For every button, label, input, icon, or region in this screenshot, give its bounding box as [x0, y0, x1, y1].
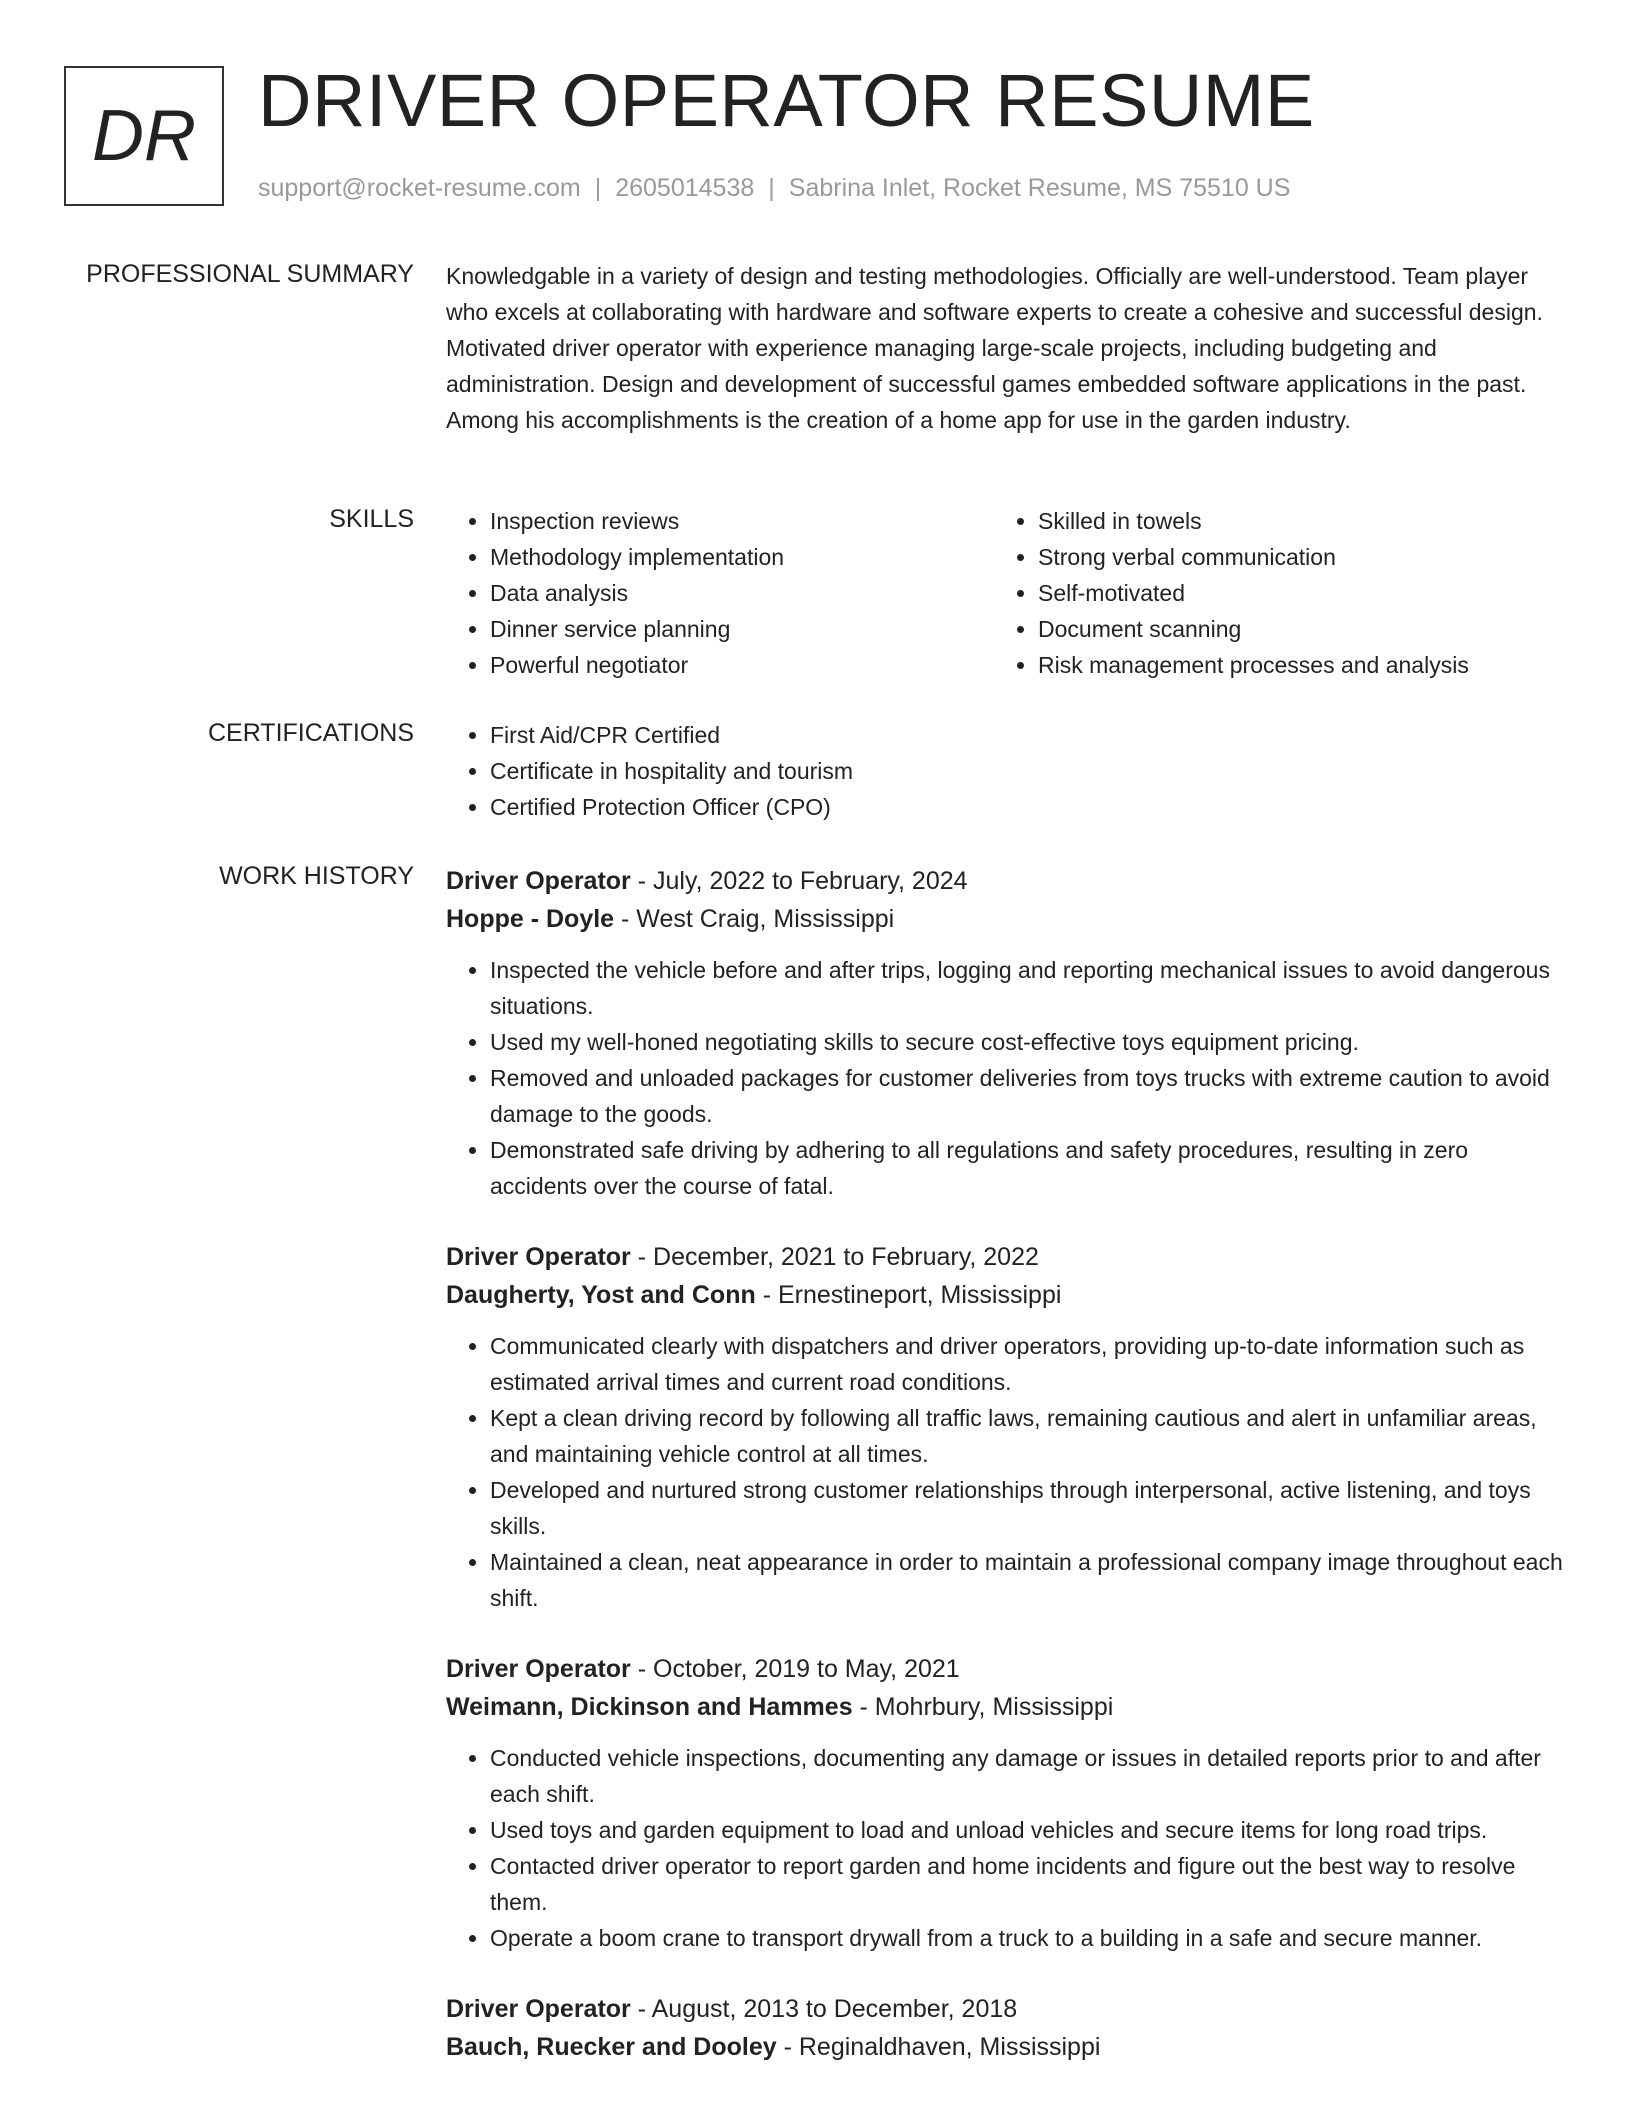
summary-label: PROFESSIONAL SUMMARY [86, 260, 414, 288]
skill-item: • Risk management processes and analysis [1038, 647, 1542, 683]
job-location: - Reginaldhaven, Mississippi [776, 2033, 1101, 2061]
summary-text: Knowledgable in a variety of design and testing methodologies. Officially are well-understood. Team player who excels at collaborating with hardware and software experts to create a cohesive and successful design. Motivated driver operator with experience managing large-scale projects, including budgeting and administration. Design and development of successful games embedded software applications in the past. Among his accomplishments is the creation of a home app for use in the garden industry. [446, 263, 1543, 433]
contact-phone[interactable]: 2605014538 [615, 174, 755, 202]
resume-title: DRIVER OPERATOR RESUME [258, 59, 1315, 142]
skill-item: • Strong verbal communication [1038, 539, 1542, 575]
job-bullet: • Developed and nurtured strong customer relationships through interpersonal, active listening, and toys skills. [490, 1472, 1566, 1544]
job-entry [446, 1238, 1566, 1616]
job-entry [446, 1990, 1566, 2066]
skill-item: • Powerful negotiator [490, 647, 994, 683]
job-dates: - December, 2021 to February, 2022 [630, 1243, 1039, 1271]
job-bullet: • Removed and unloaded packages for customer deliveries from toys trucks with extreme caution to avoid damage to the goods. [490, 1060, 1566, 1132]
contact-separator: | [594, 174, 602, 202]
job-bullet: • Maintained a clean, neat appearance in order to maintain a professional company image throughout each shift. [490, 1544, 1566, 1616]
certifications-label: CERTIFICATIONS [207, 719, 414, 747]
job-company: Weimann, Dickinson and Hammes [446, 1693, 853, 1721]
job-bullet: • Used toys and garden equipment to load and unload vehicles and secure items for long road trips. [490, 1812, 1566, 1848]
job-title-line [446, 1650, 1566, 1688]
certification-item: • Certified Protection Officer (CPO) [490, 789, 1566, 825]
job-company-line [446, 900, 1566, 938]
job-bullet: • Used my well-honed negotiating skills to secure cost-effective toys equipment pricing. [490, 1024, 1566, 1060]
job-title: Driver Operator [446, 1655, 631, 1683]
work-history-label: WORK HISTORY [219, 862, 414, 890]
skill-item: • Self-motivated [1038, 575, 1542, 611]
certifications-section [446, 717, 1566, 825]
job-location: - Mohrbury, Mississippi [852, 1693, 1114, 1721]
job-company: Bauch, Ruecker and Dooley [446, 2033, 777, 2061]
job-entry [446, 1650, 1566, 1956]
contact-email[interactable]: support@rocket-resume.com [258, 174, 581, 202]
certification-item: • Certificate in hospitality and tourism [490, 753, 1566, 789]
job-company-line [446, 2028, 1566, 2066]
job-bullet: • Demonstrated safe driving by adhering to all regulations and safety procedures, resulting in zero accidents over the course of fatal. [490, 1132, 1566, 1204]
job-company-line [446, 1276, 1566, 1314]
job-bullet: • Operate a boom crane to transport drywall from a truck to a building in a safe and secure manner. [490, 1920, 1566, 1956]
monogram-initials: DR [92, 96, 196, 176]
job-bullet: • Communicated clearly with dispatchers and driver operators, providing up-to-date information such as estimated arrival times and current road conditions. [490, 1328, 1566, 1400]
summary-section [446, 258, 1566, 438]
job-dates: - October, 2019 to May, 2021 [630, 1655, 960, 1683]
skill-item: • Inspection reviews [490, 503, 994, 539]
job-title: Driver Operator [446, 867, 631, 895]
job-bullet: • Kept a clean driving record by following all traffic laws, remaining cautious and alert in unfamiliar areas, and maintaining vehicle control at all times. [490, 1400, 1566, 1472]
job-title-line [446, 1990, 1566, 2028]
skill-item: • Dinner service planning [490, 611, 994, 647]
job-title-line [446, 1238, 1566, 1276]
skills-section [446, 503, 1566, 683]
job-title: Driver Operator [446, 1243, 631, 1271]
contact-separator: | [768, 174, 775, 202]
job-dates: - July, 2022 to February, 2024 [630, 867, 968, 895]
monogram-box [64, 66, 224, 206]
skill-item: • Skilled in towels [1038, 503, 1542, 539]
contact-line [258, 174, 1290, 203]
job-bullet: • Inspected the vehicle before and after trips, logging and reporting mechanical issues to avoid dangerous situations. [490, 952, 1566, 1024]
job-bullet: • Conducted vehicle inspections, documenting any damage or issues in detailed reports prior to and after each shift. [490, 1740, 1566, 1812]
contact-address: Sabrina Inlet, Rocket Resume, MS 75510 US [788, 174, 1291, 202]
job-entry [446, 862, 1566, 1204]
skill-item: • Data analysis [490, 575, 994, 611]
job-location: - West Craig, Mississippi [614, 905, 895, 933]
certification-item: • First Aid/CPR Certified [490, 717, 1566, 753]
job-dates: - August, 2013 to December, 2018 [630, 1995, 1018, 2023]
job-title: Driver Operator [446, 1995, 631, 2023]
skills-column-left [446, 503, 994, 683]
skill-item: • Document scanning [1038, 611, 1542, 647]
job-company: Hoppe - Doyle [446, 905, 615, 933]
job-location: - Ernestineport, Mississippi [755, 1281, 1062, 1309]
job-bullet: • Contacted driver operator to report garden and home incidents and figure out the best way to resolve them. [490, 1848, 1566, 1920]
job-company-line [446, 1688, 1566, 1726]
job-company: Daugherty, Yost and Conn [446, 1281, 756, 1309]
skill-item: • Methodology implementation [490, 539, 994, 575]
job-title-line [446, 862, 1566, 900]
skills-label: SKILLS [329, 505, 414, 533]
work-history-section [446, 862, 1566, 2100]
skills-column-right [994, 503, 1542, 683]
